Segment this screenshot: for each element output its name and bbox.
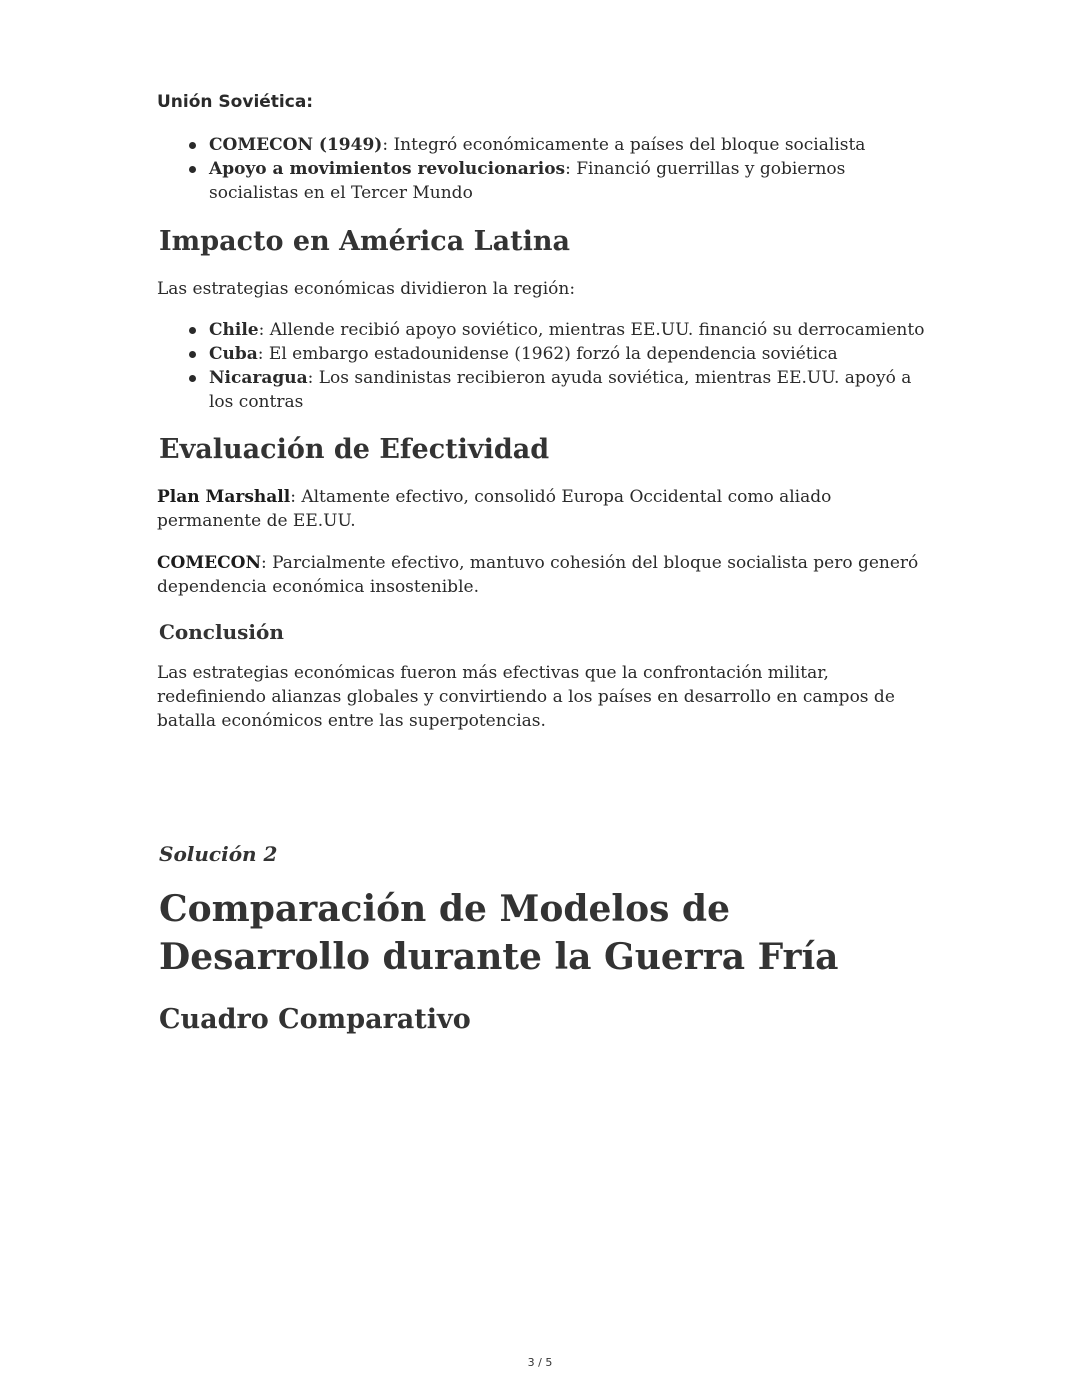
latam-intro: Las estrategias económicas dividieron la región:: [157, 279, 576, 299]
page-indicator: 3 / 5: [527, 1356, 553, 1369]
comecon-paragraph: COMECON: Parcialmente efectivo, mantuvo cohesión del bloque socialista pero generó dependencia económica insostenible.: [157, 553, 919, 597]
solution-kicker: Solución 2: [159, 842, 278, 866]
list-item: COMECON (1949): Integró económicamente a países del bloque socialista: [157, 133, 927, 157]
conclusion-heading: Conclusión: [159, 620, 284, 644]
conclusion-paragraph: Las estrategias económicas fueron más efectivas que la confrontación militar, redefiniendo alianzas globales y convirtiendo a los países en desarrollo en campos de batalla económicos entre las superpotencias.: [157, 663, 895, 731]
latam-heading: Impacto en América Latina: [159, 226, 570, 257]
comparison-heading: Cuadro Comparativo: [159, 1004, 471, 1035]
list-item: Apoyo a movimientos revolucionarios: Financió guerrillas y gobiernos socialistas en el Tercer Mundo: [157, 157, 927, 205]
soviet-list: [157, 133, 927, 205]
list-item: Nicaragua: Los sandinistas recibieron ayuda soviética, mientras EE.UU. apoyó a los contras: [157, 366, 927, 414]
soviet-union-label: Unión Soviética:: [157, 92, 314, 112]
list-item: Chile: Allende recibió apoyo soviético, mientras EE.UU. financió su derrocamiento: [157, 318, 927, 342]
solution-title: Comparación de Modelos de Desarrollo durante la Guerra Fría: [159, 888, 839, 978]
latam-list: [157, 318, 927, 414]
list-item: Cuba: El embargo estadounidense (1962) forzó la dependencia soviética: [157, 342, 927, 366]
evaluation-heading: Evaluación de Efectividad: [159, 434, 550, 465]
marshall-paragraph: Plan Marshall: Altamente efectivo, consolidó Europa Occidental como aliado permanente de EE.UU.: [157, 487, 832, 531]
